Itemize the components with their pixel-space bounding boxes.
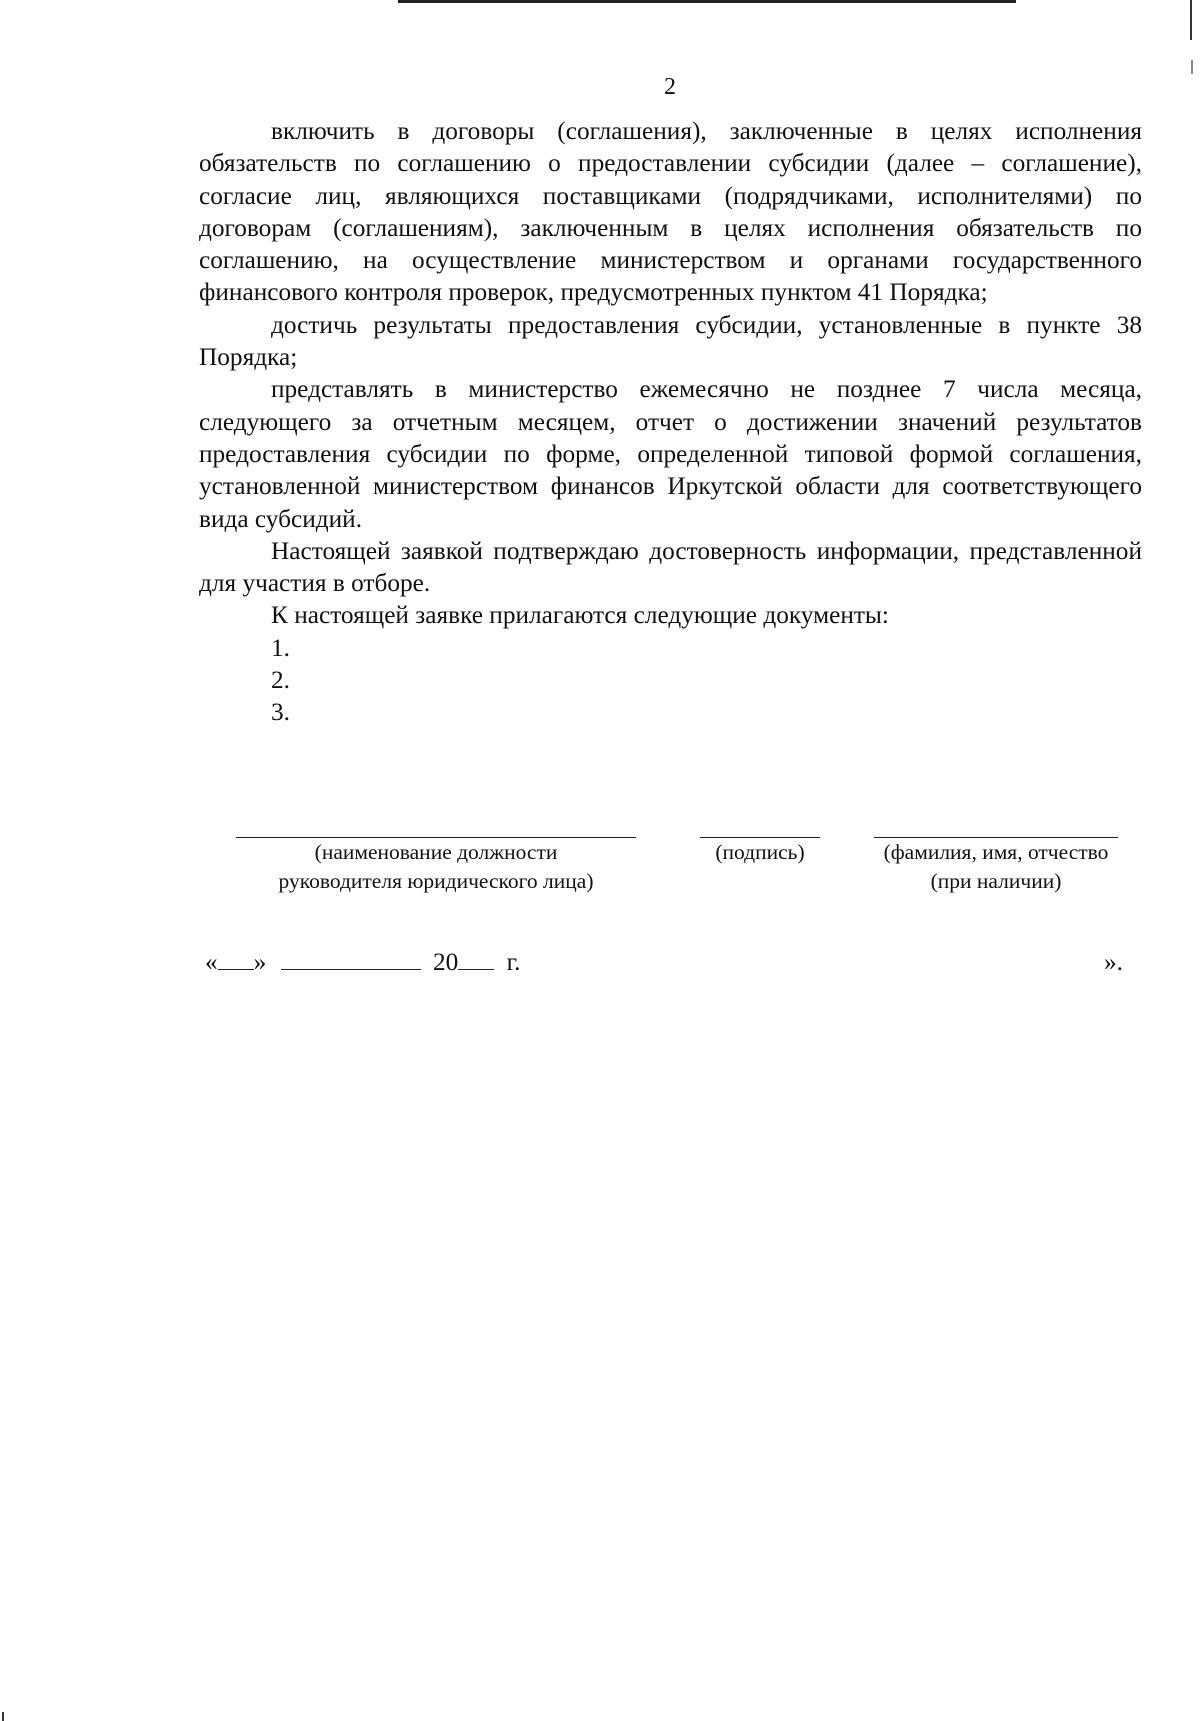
- top-rule: [398, 0, 1016, 3]
- date-close-quote: »: [253, 948, 267, 976]
- page-number: 2: [664, 74, 676, 100]
- paragraph-report: представлять в министерство ежемесячно не позднее 7 числа месяца, следующего за отчетным месяцем, отчет о достижении значений результатов предоставления субсидии по форме, определенной типовой формой соглашения, установленной министерством финансов Иркутской области для соответствующего вида субсидий.: [199, 375, 1142, 533]
- paragraph-consent: включить в договоры (соглашения), заключенные в целях исполнения обязательств по соглашению о предоставлении субсидии (далее – соглашение), согласие лиц, являющихся поставщиками (подрядчиками, исполнителями) по договорам (соглашениям), заключенным в целях исполнения обязательств по соглашению, на осуществление министерством и органами государственного финансового контроля проверок, предусмотренных пунктом 41 Порядка;: [199, 117, 1142, 307]
- year-prefix: 20: [432, 948, 459, 976]
- signature-caption: [690, 838, 830, 867]
- attachments-list: [199, 632, 1142, 729]
- paragraph-results: достичь результаты предоставления субсидии, установленные в пункте 38 Порядка;: [199, 310, 1142, 372]
- signature-caption-text: (подпись): [715, 840, 805, 864]
- edge-mark-right-lower: [1191, 60, 1193, 74]
- closing-mark: ».: [1104, 948, 1123, 976]
- edge-mark-right: [1190, 0, 1192, 40]
- date-line: [205, 946, 1135, 978]
- edge-mark-left-bottom: [2, 1712, 4, 1721]
- attachment-item-1: 1.: [271, 633, 290, 662]
- name-caption: [860, 838, 1132, 896]
- name-caption-line-1: (фамилия, имя, отчество: [883, 840, 1109, 864]
- paragraph-attachments-intro: К настоящей заявке прилагаются следующие документы:: [271, 601, 889, 630]
- position-caption-line-2: руководителя юридического лица): [278, 869, 594, 893]
- body-text: [199, 115, 1142, 729]
- position-caption-line-1: (наименование должности: [314, 840, 558, 864]
- paragraph-confirmation: Настоящей заявкой подтверждаю достоверность информации, представленной для участия в отборе.: [199, 536, 1142, 598]
- date-open-quote: «: [205, 948, 218, 976]
- year-suffix: г.: [506, 948, 521, 976]
- year-blank: [458, 947, 494, 970]
- month-blank: [281, 947, 421, 970]
- day-blank: [218, 947, 254, 970]
- position-caption: [236, 838, 636, 896]
- attachment-item-3: 3.: [271, 698, 290, 727]
- name-caption-line-2: (при наличии): [930, 869, 1062, 893]
- attachment-item-2: 2.: [271, 666, 290, 695]
